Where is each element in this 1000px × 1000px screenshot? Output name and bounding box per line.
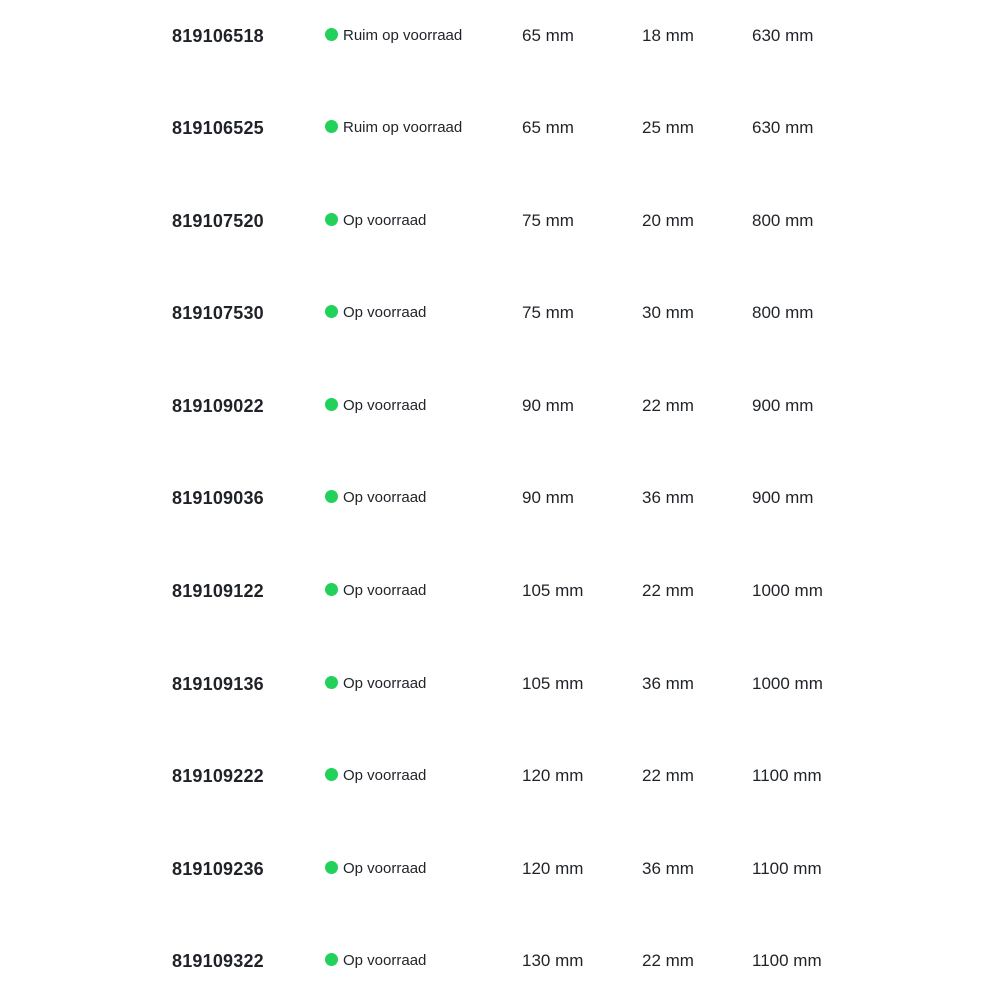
- table-row[interactable]: [0, 16, 1000, 56]
- dimension-2: 22 mm: [642, 766, 694, 785]
- dimension-2: 22 mm: [642, 581, 694, 600]
- product-sku[interactable]: 819107520: [172, 211, 264, 231]
- stock-label: Op voorraad: [343, 675, 427, 692]
- dimension-3: 800 mm: [752, 211, 814, 230]
- dimension-3: 630 mm: [752, 118, 814, 137]
- stock-status: [325, 201, 426, 241]
- stock-dot-icon: [325, 28, 338, 41]
- product-sku[interactable]: 819109022: [172, 396, 264, 416]
- stock-label: Op voorraad: [343, 952, 427, 969]
- dimension-3: 630 mm: [752, 26, 814, 45]
- product-sku[interactable]: 819109322: [172, 951, 264, 971]
- dimension-1: 90 mm: [522, 396, 574, 415]
- stock-dot-icon: [325, 305, 338, 318]
- table-row[interactable]: [0, 941, 1000, 981]
- dimension-1: 105 mm: [522, 674, 584, 693]
- dimension-3: 1000 mm: [752, 674, 823, 693]
- stock-status: [325, 478, 426, 518]
- product-sku[interactable]: 819109136: [172, 674, 264, 694]
- dimension-2: 22 mm: [642, 396, 694, 415]
- stock-dot-icon: [325, 490, 338, 503]
- product-sku[interactable]: 819109236: [172, 859, 264, 879]
- dimension-2: 25 mm: [642, 118, 694, 137]
- dimension-1: 75 mm: [522, 211, 574, 230]
- product-sku[interactable]: 819106518: [172, 26, 264, 46]
- stock-dot-icon: [325, 676, 338, 689]
- stock-status: [325, 664, 426, 704]
- product-sku[interactable]: 819109036: [172, 488, 264, 508]
- dimension-3: 900 mm: [752, 396, 814, 415]
- product-sku[interactable]: 819109122: [172, 581, 264, 601]
- dimension-3: 800 mm: [752, 303, 814, 322]
- table-row[interactable]: [0, 756, 1000, 796]
- table-row[interactable]: [0, 108, 1000, 148]
- stock-status: [325, 941, 426, 981]
- dimension-2: 36 mm: [642, 859, 694, 878]
- stock-label: Op voorraad: [343, 212, 427, 229]
- stock-status: [325, 386, 426, 426]
- dimension-1: 75 mm: [522, 303, 574, 322]
- stock-label: Op voorraad: [343, 860, 427, 877]
- table-row[interactable]: [0, 201, 1000, 241]
- stock-status: [325, 571, 426, 611]
- table-row[interactable]: [0, 849, 1000, 889]
- dimension-2: 36 mm: [642, 488, 694, 507]
- dimension-1: 120 mm: [522, 766, 584, 785]
- stock-label: Op voorraad: [343, 582, 427, 599]
- stock-dot-icon: [325, 398, 338, 411]
- stock-dot-icon: [325, 861, 338, 874]
- dimension-3: 900 mm: [752, 488, 814, 507]
- stock-label: Op voorraad: [343, 304, 427, 321]
- stock-dot-icon: [325, 583, 338, 596]
- dimension-1: 90 mm: [522, 488, 574, 507]
- stock-label: Op voorraad: [343, 397, 427, 414]
- product-sku[interactable]: 819106525: [172, 118, 264, 138]
- product-sku[interactable]: 819107530: [172, 303, 264, 323]
- stock-status: [325, 108, 462, 148]
- stock-label: Ruim op voorraad: [343, 27, 463, 44]
- dimension-3: 1100 mm: [752, 951, 822, 970]
- stock-status: [325, 293, 426, 333]
- dimension-3: 1100 mm: [752, 859, 822, 878]
- product-sku[interactable]: 819109222: [172, 766, 264, 786]
- stock-label: Ruim op voorraad: [343, 119, 463, 136]
- stock-dot-icon: [325, 953, 338, 966]
- table-row[interactable]: [0, 664, 1000, 704]
- stock-status: [325, 16, 462, 56]
- dimension-2: 30 mm: [642, 303, 694, 322]
- dimension-2: 36 mm: [642, 674, 694, 693]
- stock-status: [325, 849, 426, 889]
- dimension-3: 1000 mm: [752, 581, 823, 600]
- stock-dot-icon: [325, 768, 338, 781]
- dimension-3: 1100 mm: [752, 766, 822, 785]
- stock-dot-icon: [325, 120, 338, 133]
- table-row[interactable]: [0, 386, 1000, 426]
- stock-label: Op voorraad: [343, 489, 427, 506]
- dimension-2: 18 mm: [642, 26, 694, 45]
- dimension-1: 65 mm: [522, 26, 574, 45]
- table-row[interactable]: [0, 293, 1000, 333]
- dimension-2: 22 mm: [642, 951, 694, 970]
- stock-label: Op voorraad: [343, 767, 427, 784]
- table-row[interactable]: [0, 571, 1000, 611]
- dimension-1: 120 mm: [522, 859, 584, 878]
- dimension-1: 105 mm: [522, 581, 584, 600]
- stock-status: [325, 756, 426, 796]
- dimension-2: 20 mm: [642, 211, 694, 230]
- dimension-1: 65 mm: [522, 118, 574, 137]
- table-row[interactable]: [0, 478, 1000, 518]
- dimension-1: 130 mm: [522, 951, 584, 970]
- stock-dot-icon: [325, 213, 338, 226]
